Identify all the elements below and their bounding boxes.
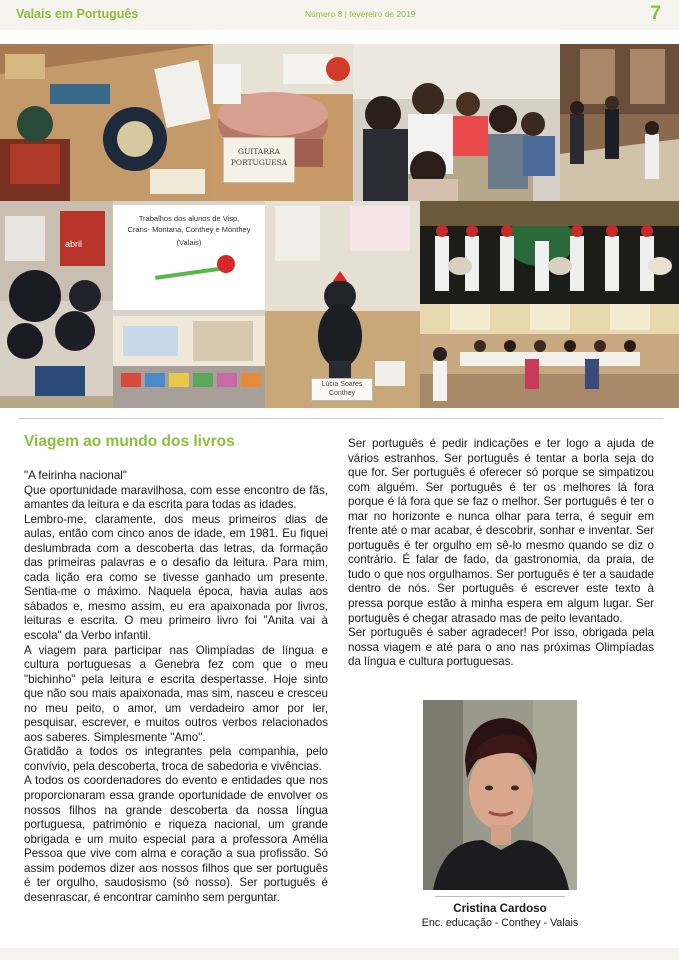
photo-children-activity: [353, 44, 560, 201]
page-number: 7: [650, 3, 661, 24]
article-paragraph: Ser português é saber agradecer! Por isso, obrigada pela nossa viagem e até para o ano nas próximas Olimpíadas da língua e cultura portuguesas.: [348, 626, 654, 669]
photo-rooster-art: [0, 201, 113, 408]
article-paragraph: A viagem para participar nas Olimpíadas de língua e cultura portuguesas a Genebra fez com que o meu "bichinho" pela leitura e escrita despertasse. Hoje sinto que não sou mais apaixonada, mas sim, nasceu e cresceu no meu peito, o amor, um verdadeiro amor por ler, pesquisar, escrever, e muitos outros verbos relacionados aos saberes. Simplesmente "Amo".: [24, 643, 328, 744]
author-name: Cristina Cardoso: [453, 902, 547, 915]
exhibit-card: [113, 205, 265, 310]
page-footer: [0, 948, 679, 960]
article-paragraph: "A feirinha nacional": [24, 469, 127, 482]
article-paragraph: Lembro-me, claramente, dos meus primeiros dias de aulas, então com cinco anos de idade, em 1981. Eu fiquei deslumbrada com a descoberta das letras, da formação das primeiras palavras e o desafio da leitura. Para mim, cada lição era como se tivesse ganhado um presente. Sentia-me o máximo. Naquela época, havia aulas aos sábados e, mesmo assim, eu era apaixonada por livros, leituras e escrita. O meu primeiro livro foi "Anita vai à escola" da Verbo infantil.: [24, 512, 328, 643]
photo-exhibit-card: [113, 201, 265, 408]
article-title: Viagem ao mundo dos livros: [24, 433, 235, 450]
photo-ceramic-rooster: [265, 201, 420, 408]
photo-folk-band: [420, 201, 679, 304]
exhibit-card-text: Trabalhos dos alunos de Visp, Crans- Montana, Conthey e Monthey: [127, 214, 251, 234]
article-left-column: [24, 469, 328, 905]
article-paragraph: Ser português é pedir indicações e ter logo a ajuda de vários estranhos. Ser português é tentar a borla seja do que for. Ser português é oferecer só porque se simpatizou com alguém. Ser português é ter os melhores lá fora porque é lá fora que se faz o melhor. Ser português é ter o mar no horizonte e nunca olhar para terra, é seguir em frente até o mar acabar, é descobrir, sonhar e inventar. Ser português é ter orgulho em sê-lo mesmo quando se diz o contrário. É falar de fado, da gastronomia, da praia, de tudo o que nos orgulhamos. Ser português é ter a saudade dentro de nós. Ser português é escrever este texto à pressa porque estão à minha espera em algum lugar. Ser português é chegar atrasado mas de peito levantado.: [348, 437, 654, 625]
magazine-title: Valais em Português: [16, 7, 139, 21]
photo-event-hall: [560, 44, 679, 201]
flower-decoration-head: [217, 255, 235, 273]
section-divider: [18, 418, 663, 419]
photo-crafts-table: [0, 44, 213, 201]
article-paragraph: Gratidão a todos os integrantes pela companhia, pelo convívio, pela descoberta, troca de sabedoria e vivências.: [24, 745, 328, 773]
exhibit-card-sub: (Valais): [176, 238, 202, 247]
exhibit-sign: GUITARRA PORTUGUESA: [223, 137, 295, 183]
page-header: [0, 0, 679, 30]
article-paragraph: Que oportunidade maravilhosa, com esse encontro de fãs, amantes da leitura e da escrita para todas as idades.: [24, 483, 328, 512]
rooster-label: Lúcia Soares Conthey: [311, 378, 373, 401]
article-paragraph: A todos os coordenadores do evento e entidades que nos proporcionaram essa grande oportunidade de envolver os nossos filhos na grande descoberta da nossa língua portuguesa, património e riqueza nacional, um grande obrigada e um muito especial para a professora Amélia Pessoa que vive com alma e coração a sua profissão. Só assim podemos dizer aos nossos filhos que ser português é ter orgulho, saudosismo (só nosso). Ser português é desenrascar, é encontrar caminho sem perguntar.: [24, 774, 328, 904]
author-divider: [435, 896, 565, 897]
photo-dining-hall: [420, 304, 679, 408]
photo-guitarra-portuguesa: [213, 44, 353, 201]
author-role: Enc. educação - Conthey - Valais: [421, 917, 579, 929]
author-portrait: [423, 700, 577, 890]
calendar-label: abril: [65, 239, 83, 249]
flower-decoration: [155, 266, 225, 280]
issue-info: Número 8 | fevereiro de 2019: [305, 9, 416, 19]
article-right-column: [348, 437, 654, 670]
